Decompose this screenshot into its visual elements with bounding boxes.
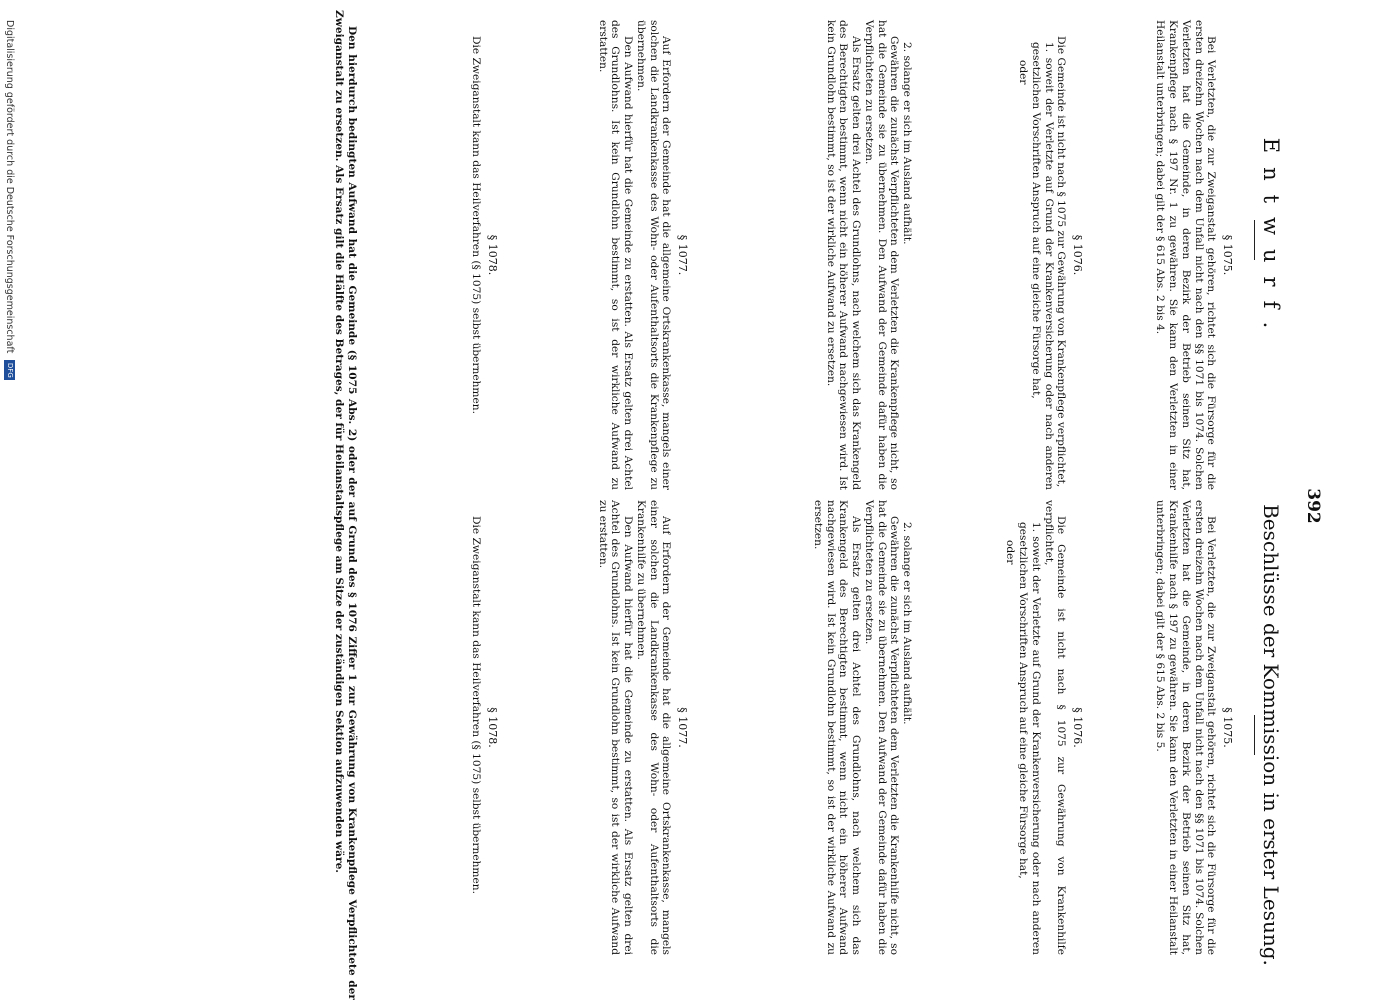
section-1077: [596, 500, 688, 955]
paragraph: Den Aufwand hierfür hat die Gemeinde zu erstatten. Als Ersatz gelten drei Achtel des Grundlohns. Ist kein Grundlohn bestimmt, so ist der wirkliche Aufwand zu erstatten.: [596, 20, 635, 490]
section-title: § 1076.: [1071, 707, 1084, 748]
list-item: 2. solange er sich im Ausland aufhält.: [901, 42, 913, 245]
conjunction-text: oder: [1004, 540, 1017, 565]
list-item: 1. soweit der Verletzte auf Grund der Krankenversicherung oder nach anderen gesetzlichen Vorschriften Anspruch auf eine gleiche Fürsorge hat,: [1029, 42, 1055, 490]
digitization-note: Digitalisierung gefördert durch die Deutsche Forschungsgemeinschaft: [4, 20, 15, 354]
paragraph: Gewähren die zunächst Verpflichteten dem Verletzten die Krankenhilfe nicht, so hat die Gemeinde sie zu übernehmen. Den Aufwand der Gemeinde dafür haben die Verpflichteten zu ersetzen.: [862, 500, 901, 955]
section-title: § 1076.: [1071, 234, 1084, 276]
section-1078: [470, 20, 498, 490]
digitization-footer: [2, 20, 16, 640]
right-heading-rule: [1254, 715, 1255, 755]
section-1076: [1004, 500, 1083, 955]
section-title: § 1077.: [676, 234, 689, 276]
commission-addition: [333, 10, 358, 1000]
dfg-logo: DFG: [4, 360, 15, 380]
addition-text: Den hierdurch bedingten Aufwand hat die Gemeinde (§ 1075 Abs. 2) oder der auf Grund des § 1076 Ziffer 1 zur Gewährung von Krankenpflege Verpflichtete der Zweiganstalt zu ersetzen. Als Ersatz gilt die Hälfte des Betrages, der für Heilanstaltspflege am Sitze der zuständigen Sektion aufzuwenden wäre.: [333, 10, 358, 1000]
paragraph: Als Ersatz gelten drei Achtel des Grundlohns, nach welchem sich das Krankengeld des Berechtigten bestimmt, wenn nicht ein höherer Aufwand nachgewiesen wird. Ist kein Grundlohn bestimmt, so ist der wirkliche Aufwand zu ersetzen.: [824, 20, 863, 490]
section-text: Die Zweiganstalt kann das Heilverfahren (§ 1075) selbst übernehmen.: [470, 36, 483, 414]
list-item: 2. solange er sich im Ausland aufhält.: [901, 522, 913, 725]
left-heading-rule: [1254, 220, 1255, 260]
section-1075: [1154, 500, 1233, 955]
page-number: 392: [1303, 488, 1323, 524]
section-1076: [1016, 20, 1083, 490]
section-text: Die Zweiganstalt kann das Heilverfahren (§ 1075) selbst übernehmen.: [470, 516, 483, 894]
section-1075: [1154, 20, 1233, 490]
list-item: 1. soweit der Verletzte auf Grund der Krankenversicherung oder nach anderen gesetzlichen Vorschriften Anspruch auf eine gleiche Fürsorge hat,: [1017, 522, 1042, 955]
section-1076-continued: [824, 20, 913, 490]
section-intro: Die Gemeinde ist nicht nach § 1075 zur Gewährung von Krankenhilfe verpflichtet,: [1042, 500, 1068, 955]
paragraph: Gewähren die zunächst Verpflichteten dem Verletzten die Krankenpflege nicht, so hat die Gemeinde sie zu übernehmen. Den Aufwand der Gemeinde dafür haben die Verpflichteten zu ersetzen.: [862, 20, 901, 490]
paragraph: Auf Erfordern der Gemeinde hat die allgemeine Ortskrankenkasse, mangels einer solchen die Landkrankenkasse des Wohn- oder Aufenthaltsorts die Krankenhilfe zu übernehmen.: [634, 500, 673, 955]
section-1076-continued: [811, 500, 913, 955]
section-text: Bei Verletzten, die zur Zweiganstalt gehören, richtet sich die Fürsorge für die ersten dreizehn Wochen nach dem Unfall nicht nach den §§ 1071 bis 1074. Solchen Verletzten hat die Gemeinde, in deren Bezirk der Betrieb seinen Sitz hat, Krankenhilfe nach § 197 zu gewähren. Sie kann den Verletzten in einer Heilanstalt unterbringen; dabei gilt der § 615 Abs. 2 bis 5.: [1154, 500, 1218, 955]
section-text: Bei Verletzten, die zur Zweiganstalt gehören, richtet sich die Fürsorge für die ersten dreizehn Wochen nach dem Unfall nicht nach den §§ 1071 bis 1074. Solchen Verletzten hat die Gemeinde, in deren Bezirk der Betrieb seinen Sitz hat, Krankenpflege nach § 197 Nr. 1 zu gewähren. Sie kann den Verletzten in einer Heilanstalt unterbringen; dabei gilt der § 615 Abs. 2 bis 4.: [1154, 20, 1218, 490]
section-title: § 1077.: [676, 707, 689, 748]
right-column-heading: Beschlüsse der Kommission in erster Lesung.: [1259, 504, 1283, 966]
section-title: § 1078.: [486, 707, 499, 748]
paragraph: Als Ersatz gelten drei Achtel des Grundlohns, nach welchem sich das Krankengeld des Berechtigten bestimmt, wenn nicht ein höherer Aufwand nachgewiesen wird. Ist kein Grundlohn bestimmt, so ist der wirkliche Aufwand zu ersetzen.: [812, 500, 863, 955]
section-intro: Die Gemeinde ist nicht nach § 1075 zur Gewährung von Krankenpflege verpflichtet,: [1055, 36, 1068, 488]
section-1077: [596, 20, 688, 490]
section-title: § 1075.: [1221, 234, 1234, 276]
paragraph: Den Aufwand hierfür hat die Gemeinde zu erstatten. Als Ersatz gelten drei Achtel des Grundlohns. Ist kein Grundlohn bestimmt, so ist der wirkliche Aufwand zu erstatten.: [596, 500, 635, 955]
paragraph: Auf Erfordern der Gemeinde hat die allgemeine Ortskrankenkasse, mangels einer solchen die Landkrankenkasse des Wohn- oder Aufenthaltsorts die Krankenpflege zu übernehmen.: [634, 20, 673, 490]
section-title: § 1075.: [1221, 707, 1234, 748]
conjunction-text: oder: [1017, 60, 1030, 85]
left-column-heading: Entwurf.: [1259, 137, 1283, 343]
section-1078: [470, 500, 498, 955]
section-title: § 1078.: [486, 234, 499, 276]
